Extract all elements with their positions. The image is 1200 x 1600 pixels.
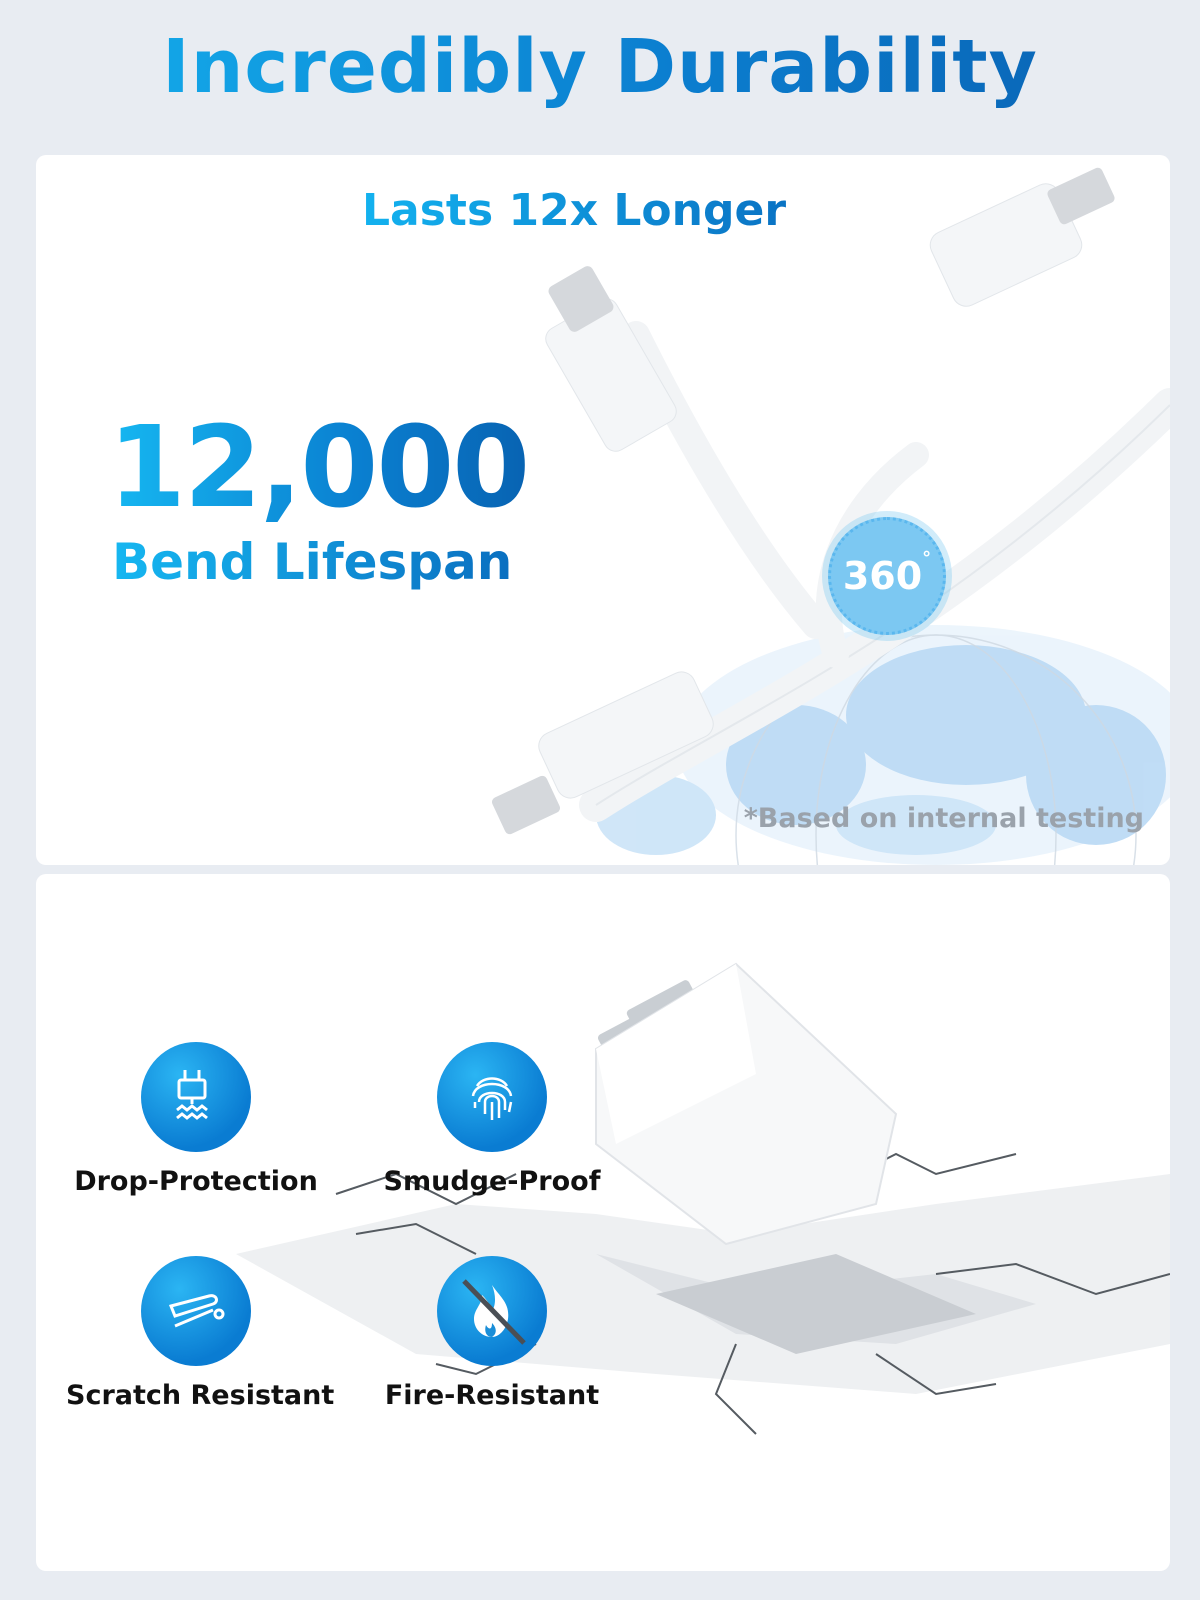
feature-smudge-proof — [362, 1042, 622, 1197]
feature-label: Smudge-Proof — [383, 1166, 601, 1197]
feature-label: Drop-Protection — [74, 1166, 318, 1197]
no-fire-icon — [437, 1256, 547, 1366]
subtitle: Lasts 12x Longer — [362, 185, 787, 236]
feature-scratch-resistant — [66, 1256, 335, 1411]
fingerprint-icon — [437, 1042, 547, 1152]
durability-features-panel — [36, 874, 1170, 1571]
feature-label: Fire-Resistant — [384, 1380, 600, 1411]
feature-drop-protection — [66, 1042, 326, 1197]
bend-lifespan-panel — [36, 155, 1170, 865]
bend-caption: Bend Lifespan — [112, 533, 513, 591]
rotation-badge-value: 360 — [842, 554, 923, 598]
rotation-badge — [828, 517, 946, 635]
bend-count: 12,000 — [108, 403, 529, 533]
footnote: *Based on internal testing — [743, 803, 1144, 834]
charger-cracked-floor-illustration — [36, 874, 1170, 1571]
rotation-badge-degree: ° — [922, 547, 932, 569]
charger-graphic — [596, 964, 896, 1244]
feature-label: Scratch Resistant — [66, 1380, 335, 1411]
scratch-tool-icon — [141, 1256, 251, 1366]
page-title: Incredibly Durability — [0, 24, 1200, 110]
feature-fire-resistant — [362, 1256, 622, 1411]
plug-drop-icon — [141, 1042, 251, 1152]
